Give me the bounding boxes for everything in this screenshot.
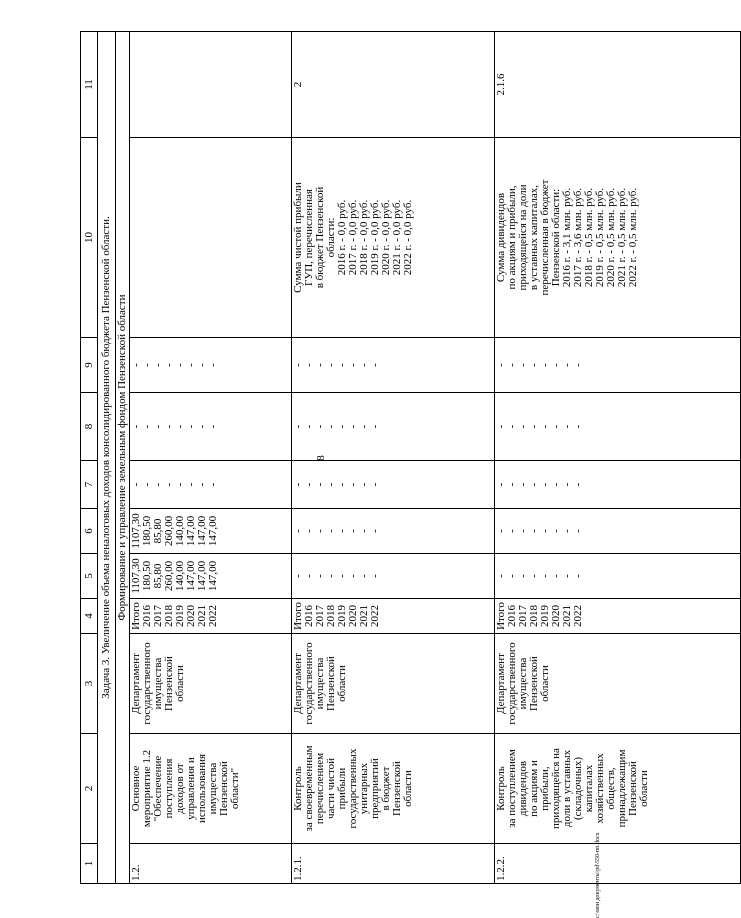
indicator-text-line: 2016 г. - 3,1 млн. руб.: [561, 187, 573, 288]
funding-total-cell: [130, 554, 292, 599]
indicator-link: 2: [292, 81, 304, 88]
years-list-line: Итого: [495, 602, 507, 630]
funding-col8-line: -: [325, 424, 337, 429]
responsible-executor-line: имущества: [152, 657, 164, 710]
indicator-text-line: в уставных капиталах,: [528, 184, 540, 291]
header-cell: 6: [81, 509, 98, 554]
funding-col9-line: -: [185, 363, 197, 367]
responsible-executor-cell: [130, 634, 292, 734]
funding-col8-line: -: [539, 424, 551, 429]
activity-name-line: поступления: [163, 758, 175, 819]
funding-col9-line: -: [207, 363, 219, 367]
indicator-text-line: 2018 г. - 0,5 млн. руб.: [583, 187, 595, 288]
funding-col9-line: -: [163, 363, 175, 367]
funding-col8-line: -: [196, 424, 208, 429]
activity-name-line: за своевременным: [303, 745, 315, 832]
header-cell: 5: [81, 554, 98, 599]
funding-regional-line: 147,00: [185, 515, 197, 547]
funding-total-line: -: [347, 574, 359, 578]
indicator-text-line: области:: [325, 217, 337, 258]
funding-total-line: 180,50: [141, 560, 153, 592]
funding-total-line: 1107,30: [130, 558, 142, 594]
funding-col7-line: -: [550, 482, 562, 487]
activity-name-cell: [495, 734, 741, 844]
funding-col9-line: -: [174, 363, 186, 367]
responsible-executor-line: Департамент: [495, 653, 507, 715]
funding-total-line: -: [325, 574, 337, 578]
funding-total-line: -: [292, 574, 304, 578]
header-cell: 1: [81, 844, 98, 884]
activity-name-cell: [130, 734, 292, 844]
funding-col8-line: -: [163, 424, 175, 429]
funding-col7-line: -: [517, 482, 529, 487]
table-row: [130, 32, 292, 884]
indicator-text-line: 2018 г. - 0,0 руб.: [358, 199, 370, 276]
years-list-line: 2022: [207, 605, 219, 627]
funding-regional-line: -: [517, 529, 529, 533]
activity-name-line: унитарных: [358, 762, 370, 815]
funding-total-line: 140,00: [174, 560, 186, 592]
funding-col8-line: -: [207, 424, 219, 429]
indicator-text-line: 2020 г. - 0,0 руб.: [380, 199, 392, 276]
years-list-line: 2016: [141, 605, 153, 627]
funding-total-line: -: [495, 574, 507, 578]
funding-total-line: -: [314, 574, 326, 578]
years-list-line: 2019: [174, 605, 186, 627]
funding-col8-line: -: [369, 424, 381, 429]
funding-total-line: -: [517, 574, 529, 578]
row-number-cell: [130, 844, 292, 884]
funding-col7-cell: [292, 461, 495, 509]
header-cell: 2: [81, 734, 98, 844]
rotated-table-area: [80, 32, 650, 884]
activity-name-line: области: [638, 770, 650, 807]
funding-regional-line: -: [572, 529, 584, 533]
activity-name-line: прибыли,: [539, 766, 551, 811]
funding-col7-line: -: [130, 482, 142, 487]
years-list-line: 2016: [506, 605, 518, 627]
years-list-line: 2018: [163, 605, 175, 627]
activity-name-line: по акциям и: [528, 760, 540, 817]
funding-col9-cell: [292, 338, 495, 393]
years-list-line: 2017: [517, 605, 529, 627]
years-list-line: 2020: [347, 605, 359, 627]
responsible-executor-line: Пензенской: [528, 656, 540, 711]
funding-total-line: 147,00: [196, 560, 208, 592]
plan-table: [80, 31, 741, 884]
activity-name-line: части чистой: [325, 757, 337, 820]
funding-total-line: 85,80: [152, 563, 164, 589]
indicator-link: [131, 34, 142, 135]
indicator-text-line: Пензенской области:: [550, 188, 562, 287]
funding-regional-line: 260,00: [163, 515, 175, 547]
row-number: 1.2.1.: [292, 856, 304, 881]
responsible-executor-line: имущества: [517, 657, 529, 710]
activity-name-line: управления и: [185, 757, 197, 820]
indicator-text-line: 2017 г. - 0,0 руб.: [347, 199, 359, 276]
activity-name-line: Основное: [130, 765, 142, 812]
header-cell: 4: [81, 599, 98, 634]
funding-total-line: -: [369, 574, 381, 578]
years-list-line: 2018: [528, 605, 540, 627]
funding-col7-line: -: [495, 482, 507, 487]
header-row: [81, 32, 98, 884]
funding-regional-line: -: [292, 529, 304, 533]
funding-col8-line: -: [336, 424, 348, 429]
funding-col8-cell: [292, 393, 495, 461]
funding-col8-line: -: [152, 424, 164, 429]
funding-regional-line: 1107,30: [130, 513, 142, 549]
funding-col9-line: -: [336, 363, 348, 367]
activity-name-line: дивидендов: [517, 760, 529, 817]
funding-col9-line: -: [572, 363, 584, 367]
responsible-executor-line: области: [174, 665, 186, 702]
funding-col7-line: -: [292, 482, 304, 487]
funding-col7-line: -: [347, 482, 359, 487]
funding-col8-line: -: [517, 424, 529, 429]
funding-col7-line: -: [314, 482, 326, 487]
indicator-text-line: 2021 г. - 0,0 руб.: [391, 199, 403, 276]
activity-name-line: Пензенской: [391, 761, 403, 816]
funding-regional-line: -: [303, 529, 315, 533]
funding-regional-line: -: [506, 529, 518, 533]
funding-total-line: -: [539, 574, 551, 578]
funding-regional-line: 180,50: [141, 515, 153, 547]
funding-regional-line: -: [314, 529, 326, 533]
activity-name-line: имущества: [207, 762, 219, 815]
years-list-line: 2022: [572, 605, 584, 627]
funding-col9-line: -: [292, 363, 304, 367]
years-list-line: 2018: [325, 605, 337, 627]
activity-name-line: хозяйственных: [594, 753, 606, 824]
responsible-executor-cell: [292, 634, 495, 734]
years-list-line: 2016: [303, 605, 315, 627]
years-list-line: 2021: [561, 605, 573, 627]
activity-name-line: (складочных): [572, 756, 584, 821]
funding-total-line: 147,00: [185, 560, 197, 592]
table-row: [495, 32, 741, 884]
activity-name-line: государственных: [347, 748, 359, 829]
funding-col7-line: -: [506, 482, 518, 487]
indicator-text-line: 2019 г. - 0,0 руб.: [369, 199, 381, 276]
row-number: 1.2.: [130, 864, 142, 881]
responsible-executor-line: Пензенской: [163, 656, 175, 711]
funding-regional-line: -: [358, 529, 370, 533]
funding-col7-line: -: [572, 482, 584, 487]
task-title: Задача 3. Увеличение объема неналоговых доходов консолидированного бюджета Пензенской области.: [98, 32, 116, 884]
years-list-line: 2022: [369, 605, 381, 627]
responsible-executor-line: Пензенской: [325, 656, 337, 711]
funding-col7-line: -: [528, 482, 540, 487]
funding-col7-line: -: [358, 482, 370, 487]
funding-total-line: 147,00: [207, 560, 219, 592]
activity-name-cell: [292, 734, 495, 844]
funding-col7-line: -: [369, 482, 381, 487]
section-subtitle: Формирование и управление земельным фондом Пензенской области: [116, 32, 130, 884]
responsible-executor-line: государственного: [506, 642, 518, 725]
indicator-text-line: приходящейся на доли: [517, 184, 529, 291]
activity-name-line: приходящейся на: [550, 748, 562, 829]
years-list-cell: [130, 599, 292, 634]
funding-col8-line: -: [130, 424, 142, 429]
years-list-line: 2017: [314, 605, 326, 627]
years-list-cell: [495, 599, 741, 634]
years-list-line: 2019: [336, 605, 348, 627]
funding-total-cell: [292, 554, 495, 599]
funding-col8-line: -: [314, 424, 326, 429]
indicator-link-cell: [130, 32, 292, 138]
indicator-link-cell: [495, 32, 741, 138]
funding-col8-cell: [130, 393, 292, 461]
funding-col9-line: -: [141, 363, 153, 367]
funding-col9-line: -: [314, 363, 326, 367]
funding-col9-line: -: [358, 363, 370, 367]
activity-name-line: Контроль: [495, 766, 507, 811]
funding-col8-line: -: [185, 424, 197, 429]
years-list-line: 2020: [185, 605, 197, 627]
funding-total-line: -: [572, 574, 584, 578]
table-row: [292, 32, 495, 884]
indicator-text-cell: [130, 138, 292, 338]
indicator-text-line: 2016 г. - 0,0 руб.: [336, 199, 348, 276]
responsible-executor-line: области: [539, 665, 551, 702]
funding-col9-cell: [495, 338, 741, 393]
funding-regional-line: -: [495, 529, 507, 533]
years-list-cell: [292, 599, 495, 634]
activity-name-line: использования: [196, 753, 208, 824]
row-number-cell: [495, 844, 741, 884]
funding-regional-line: -: [550, 529, 562, 533]
funding-total-line: 260,00: [163, 560, 175, 592]
funding-col8-line: -: [495, 424, 507, 429]
funding-col8-cell: [495, 393, 741, 461]
years-list-line: 2017: [152, 605, 164, 627]
header-cell: 10: [81, 138, 98, 338]
funding-regional-line: -: [528, 529, 540, 533]
indicator-text-line: 2017 г. - 3,6 млн. руб.: [572, 187, 584, 288]
funding-total-line: -: [506, 574, 518, 578]
activity-name-line: прибыли: [336, 767, 348, 810]
funding-col8-line: -: [572, 424, 584, 429]
funding-regional-cell: [292, 509, 495, 554]
activity-name-line: Пензенской: [218, 761, 230, 816]
indicator-text-line: ГУП, перечисленная: [303, 189, 315, 286]
funding-col8-line: -: [528, 424, 540, 429]
indicator-text-line: 2022 г. - 0,5 млн. руб.: [627, 187, 639, 288]
activity-name-line: области": [229, 767, 241, 810]
funding-col9-line: -: [369, 363, 381, 367]
rotated-page: [80, 32, 650, 884]
funding-regional-line: -: [539, 529, 551, 533]
funding-col7-line: -: [196, 482, 208, 487]
row-number-cell: [292, 844, 495, 884]
activity-name-line: Контроль: [292, 766, 304, 811]
funding-col8-line: -: [174, 424, 186, 429]
header-cell: 9: [81, 338, 98, 393]
funding-col7-line: -: [561, 482, 573, 487]
activity-name-line: в бюджет: [380, 766, 392, 811]
funding-col7-line: -: [336, 482, 348, 487]
responsible-executor-line: имущества: [314, 657, 326, 710]
funding-col8-line: -: [506, 424, 518, 429]
indicator-text-line: Сумма чистой прибыли: [292, 182, 304, 293]
header-cell: 7: [81, 461, 98, 509]
indicator-text-cell: [495, 138, 741, 338]
funding-total-cell: [495, 554, 741, 599]
years-list-line: Итого: [292, 602, 304, 630]
funding-col9-line: -: [539, 363, 551, 367]
years-list-line: 2020: [550, 605, 562, 627]
funding-col8-line: -: [292, 424, 304, 429]
funding-regional-line: 85,80: [152, 518, 164, 544]
funding-regional-line: 147,00: [196, 515, 208, 547]
funding-col9-line: -: [495, 363, 507, 367]
years-list-line: 2021: [196, 605, 208, 627]
funding-col9-line: -: [517, 363, 529, 367]
header-cell: 8: [81, 393, 98, 461]
funding-col9-line: -: [506, 363, 518, 367]
indicator-text-line: в бюджет Пензенской: [314, 186, 326, 289]
funding-regional-line: -: [325, 529, 337, 533]
funding-col8-line: -: [358, 424, 370, 429]
indicator-text-cell: [292, 138, 495, 338]
activity-name-line: предприятий: [369, 758, 381, 819]
funding-regional-line: -: [369, 529, 381, 533]
funding-col9-line: -: [303, 363, 315, 367]
funding-col9-line: -: [347, 363, 359, 367]
activity-name-line: перечислением: [314, 752, 326, 825]
funding-regional-line: 147,00: [207, 515, 219, 547]
indicator-text-line: Сумма дивидендов: [495, 192, 507, 283]
indicator-text-line: 2020 г. - 0,5 млн. руб.: [605, 187, 617, 288]
indicator-link-cell: [292, 32, 495, 138]
activity-name-line: доли в уставных: [561, 749, 573, 828]
funding-col7-line: -: [325, 482, 337, 487]
responsible-executor-line: государственного: [303, 642, 315, 725]
activity-name-line: доходов от: [174, 763, 186, 814]
funding-col9-line: -: [152, 363, 164, 367]
activity-name-line: Пензенской: [627, 761, 639, 816]
funding-col8-line: -: [303, 424, 315, 429]
funding-col7-line: -: [303, 482, 315, 487]
funding-regional-line: -: [561, 529, 573, 533]
activity-name-line: области: [402, 770, 414, 807]
funding-col7-cell: [495, 461, 741, 509]
funding-col7-line: -: [141, 482, 153, 487]
responsible-executor-line: области: [336, 665, 348, 702]
responsible-executor-line: Департамент: [130, 653, 142, 715]
funding-total-line: -: [336, 574, 348, 578]
funding-col9-line: -: [196, 363, 208, 367]
funding-total-line: -: [528, 574, 540, 578]
subtitle-row: [116, 32, 130, 884]
funding-total-line: -: [561, 574, 573, 578]
funding-col8-line: -: [141, 424, 153, 429]
task-row: [98, 32, 116, 884]
activity-name-line: обществ,: [605, 767, 617, 810]
funding-regional-line: 140,00: [174, 515, 186, 547]
funding-col9-line: -: [528, 363, 540, 367]
header-cell: 3: [81, 634, 98, 734]
funding-col7-cell: [130, 461, 292, 509]
header-cell: 11: [81, 32, 98, 138]
funding-regional-line: -: [336, 529, 348, 533]
indicator-text-line: перечисленная в бюджет: [539, 179, 551, 296]
indicator-text-line: 2022 г. - 0,0 руб.: [402, 199, 414, 276]
indicator-text-line: 2021 г. - 0,5 млн. руб.: [616, 187, 628, 288]
funding-col7-line: -: [539, 482, 551, 487]
years-list-line: 2019: [539, 605, 551, 627]
funding-total-line: -: [550, 574, 562, 578]
funding-regional-line: -: [347, 529, 359, 533]
funding-col7-line: -: [163, 482, 175, 487]
funding-total-line: -: [358, 574, 370, 578]
funding-col8-line: -: [561, 424, 573, 429]
funding-col9-line: -: [325, 363, 337, 367]
funding-col8-line: -: [347, 424, 359, 429]
funding-col7-line: -: [207, 482, 219, 487]
funding-col9-cell: [130, 338, 292, 393]
activity-name-line: за поступлением: [506, 749, 518, 828]
indicator-text-line: 2019 г. - 0,5 млн. руб.: [594, 187, 606, 288]
funding-col7-line: -: [152, 482, 164, 487]
activity-name-line: "Обеспечение: [152, 755, 164, 822]
funding-total-line: -: [303, 574, 315, 578]
indicator-text-line: по акциям и прибыли,: [506, 185, 518, 290]
years-list-line: Итого: [130, 602, 142, 630]
funding-col7-line: -: [185, 482, 197, 487]
responsible-executor-line: Департамент: [292, 653, 304, 715]
years-list-line: 2021: [358, 605, 370, 627]
responsible-executor-cell: [495, 634, 741, 734]
funding-regional-cell: [130, 509, 292, 554]
activity-name-line: капиталах: [583, 764, 595, 813]
activity-name-line: принадлежащим: [616, 749, 628, 828]
funding-col7-line: -: [174, 482, 186, 487]
responsible-executor-line: государственного: [141, 642, 153, 725]
indicator-link: 2.1.6: [495, 73, 507, 96]
funding-regional-cell: [495, 509, 741, 554]
funding-col9-line: -: [550, 363, 562, 367]
funding-col9-line: -: [130, 363, 142, 367]
funding-col8-line: -: [550, 424, 562, 429]
row-number: 1.2.2.: [495, 856, 507, 881]
funding-col9-line: -: [561, 363, 573, 367]
footer-file-path: c:\мои документы\pd\550-пп.docx: [595, 832, 601, 918]
page-number: 8: [315, 455, 327, 461]
activity-name-line: мероприятие 1.2: [141, 749, 153, 828]
